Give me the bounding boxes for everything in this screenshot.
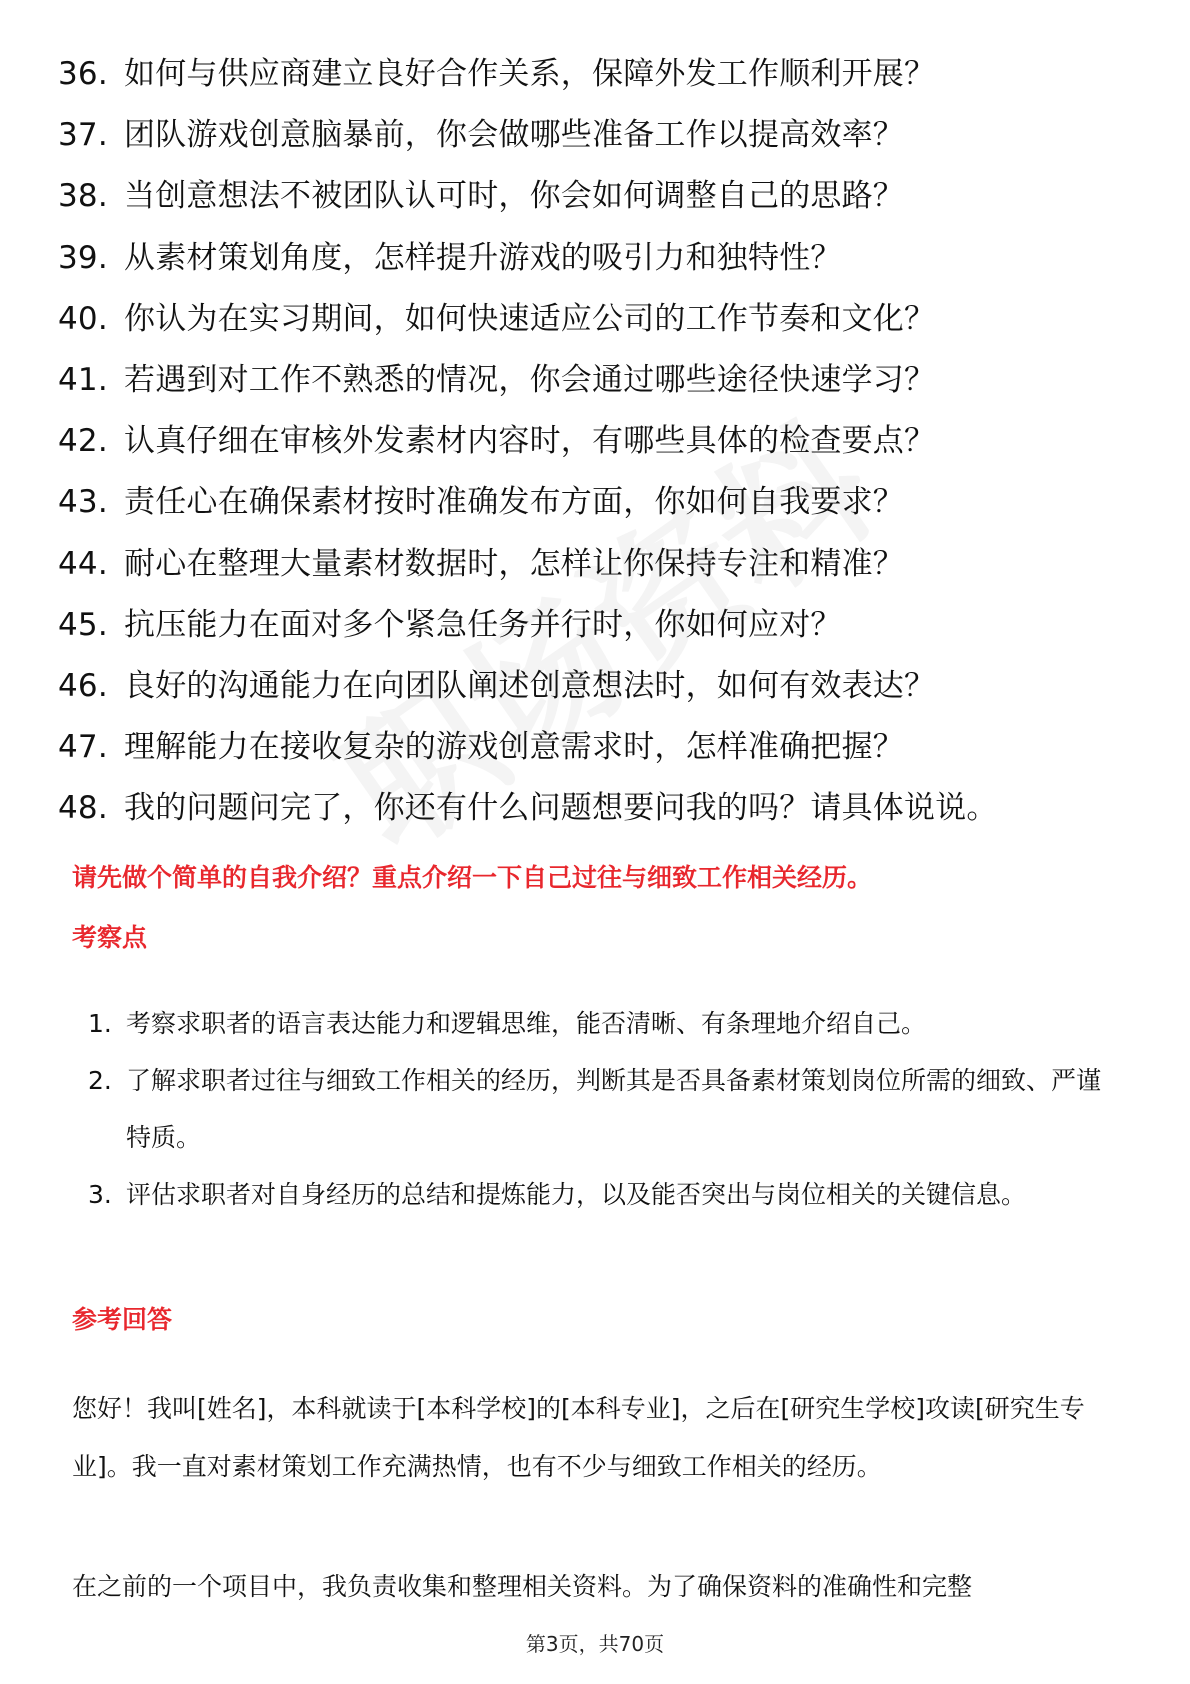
question-number: 44. [58, 545, 108, 582]
list-item-text: 考察求职者的语言表达能力和逻辑思维，能否清晰、有条理地介绍自己。 [126, 1009, 927, 1038]
answer-paragraph: 您好！我叫[姓名]，本科就读于[本科学校]的[本科专业]，之后在[研究生学校]攻读[研究生专业]。我一直对素材策划工作充满热情，也有不少与细致工作相关的经历。 [72, 1394, 1085, 1481]
reference-answer-label: 参考回答 [72, 1305, 173, 1334]
question-text: 团队游戏创意脑暴前，你会做哪些准备工作以提高效率？ [124, 117, 904, 154]
question-text: 你认为在实习期间，如何快速适应公司的工作节奏和文化？ [124, 300, 936, 337]
question-number: 41. [58, 362, 108, 399]
list-item-text: 评估求职者对自身经历的总结和提炼能力，以及能否突出与岗位相关的关键信息。 [126, 1180, 1027, 1209]
question-list [58, 44, 1158, 839]
question-number: 38. [58, 178, 108, 215]
question-text: 如何与供应商建立良好合作关系，保障外发工作顺利开展？ [124, 56, 936, 93]
question-text: 责任心在确保素材按时准确发布方面，你如何自我要求？ [124, 484, 904, 521]
list-item [88, 1166, 1118, 1223]
list-item-number: 1. [88, 1009, 112, 1038]
question-item [58, 105, 1158, 166]
question-item [58, 472, 1158, 533]
question-text: 从素材策划角度，怎样提升游戏的吸引力和独特性？ [124, 239, 842, 276]
list-item [88, 995, 1118, 1052]
question-number: 42. [58, 423, 108, 460]
list-item-number: 3. [88, 1180, 112, 1209]
list-item [88, 1052, 1118, 1166]
question-item [58, 595, 1158, 656]
list-item-text: 了解求职者过往与细致工作相关的经历，判断其是否具备素材策划岗位所需的细致、严谨特质。 [126, 1066, 1102, 1152]
question-number: 40. [58, 300, 108, 337]
question-number: 36. [58, 56, 108, 93]
list-item-number: 2. [88, 1066, 112, 1095]
question-text: 抗压能力在面对多个紧急任务并行时，你如何应对？ [124, 606, 842, 643]
question-item [58, 656, 1158, 717]
page-footer: 第3页，共70页 [525, 1632, 665, 1656]
question-number: 48. [58, 790, 108, 827]
question-item [58, 166, 1158, 227]
question-number: 47. [58, 729, 108, 766]
question-number: 37. [58, 117, 108, 154]
question-item [58, 44, 1158, 105]
question-number: 39. [58, 239, 108, 276]
question-text: 良好的沟通能力在向团队阐述创意想法时，如何有效表达？ [124, 667, 936, 704]
answer-paragraph: 在之前的一个项目中，我负责收集和整理相关资料。为了确保资料的准确性和完整 [72, 1572, 973, 1601]
question-text: 若遇到对工作不熟悉的情况，你会通过哪些途径快速学习？ [124, 362, 936, 399]
question-number: 43. [58, 484, 108, 521]
question-item [58, 411, 1158, 472]
question-item [58, 228, 1158, 289]
question-number: 45. [58, 606, 108, 643]
question-item [58, 534, 1158, 595]
question-text: 耐心在整理大量素材数据时，怎样让你保持专注和精准？ [124, 545, 904, 582]
question-item [58, 350, 1158, 411]
question-item [58, 778, 1158, 839]
question-number: 46. [58, 667, 108, 704]
question-item [58, 717, 1158, 778]
section-title: 请先做个简单的自我介绍？重点介绍一下自己过往与细致工作相关经历。 [72, 863, 873, 892]
assessment-points-label: 考察点 [72, 923, 148, 952]
question-text: 理解能力在接收复杂的游戏创意需求时，怎样准确把握？ [124, 729, 904, 766]
question-text: 认真仔细在审核外发素材内容时，有哪些具体的检查要点？ [124, 423, 936, 460]
question-item [58, 289, 1158, 350]
question-text: 我的问题问完了，你还有什么问题想要问我的吗？请具体说说。 [124, 790, 998, 827]
assessment-points-list [88, 995, 1118, 1223]
question-text: 当创意想法不被团队认可时，你会如何调整自己的思路？ [124, 178, 904, 215]
